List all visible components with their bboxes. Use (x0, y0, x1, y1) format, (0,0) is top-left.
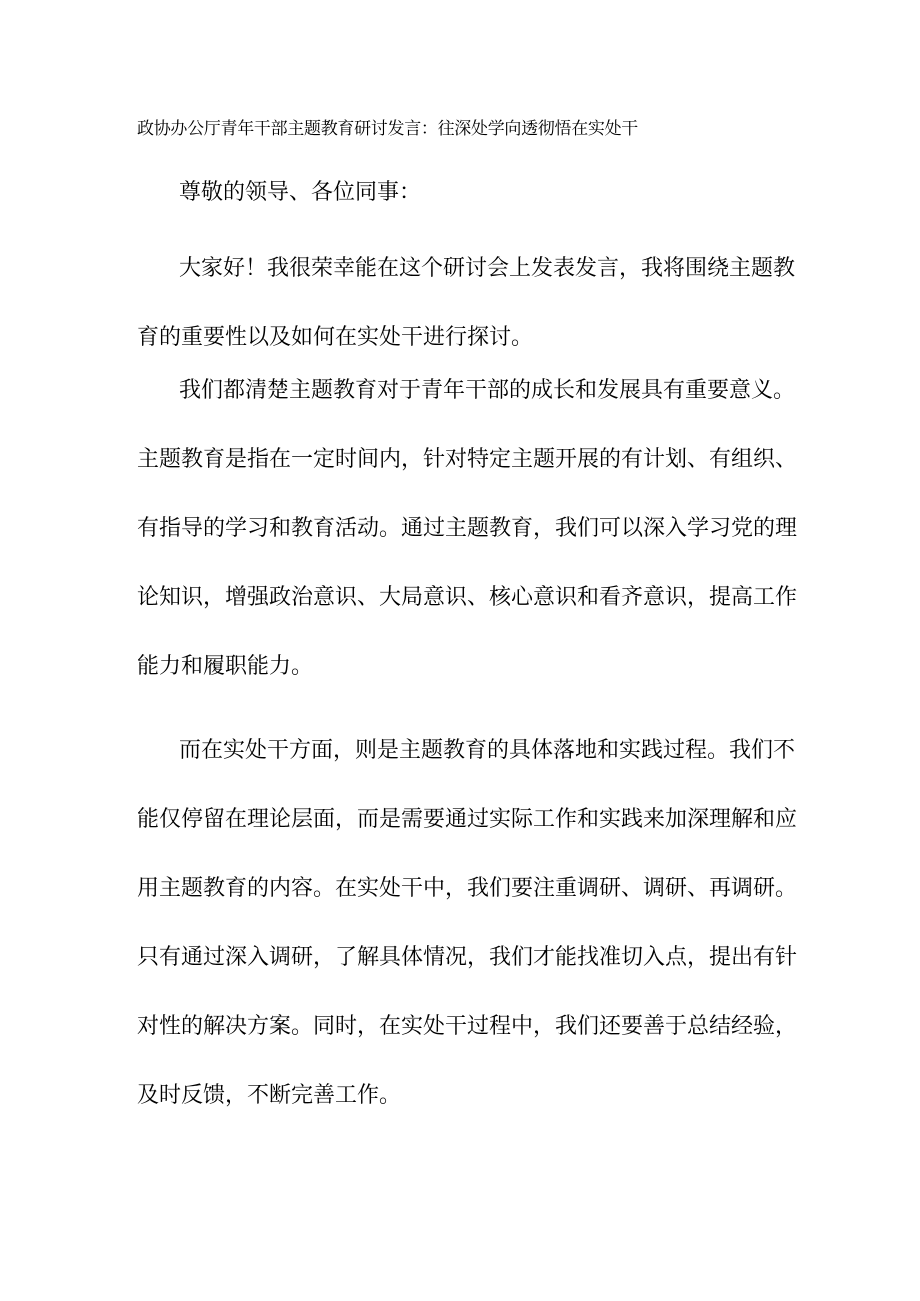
paragraph-line: 而在实处干方面，则是主题教育的具体落地和实践过程。我们不 (179, 738, 796, 763)
paragraph-2 (137, 356, 797, 701)
greeting-line: 尊敬的领导、各位同事： (179, 180, 422, 205)
paragraph-line: 只有通过深入调研，了解具体情况，我们才能找准切入点，提出有针 (137, 945, 798, 970)
paragraph-line: 大家好！我很荣幸能在这个研讨会上发表发言，我将围绕主题教 (179, 256, 796, 281)
paragraph-3 (137, 716, 797, 1130)
paragraph-line: 用主题教育的内容。在实处干中，我们要注重调研、调研、再调研。 (137, 876, 798, 901)
paragraph-line: 对性的解决方案。同时，在实处干过程中，我们还要善于总结经验， (137, 1014, 798, 1039)
paragraph-line: 能仅停留在理论层面，而是需要通过实际工作和实践来加深理解和应 (137, 807, 798, 832)
paragraph-line: 主题教育是指在一定时间内，针对特定主题开展的有计划、有组织、 (137, 447, 798, 472)
paragraph-line: 有指导的学习和教育活动。通过主题教育，我们可以深入学习党的理 (137, 516, 798, 541)
paragraph-line: 及时反馈，不断完善工作。 (137, 1083, 402, 1108)
paragraph-line: 育的重要性以及如何在实处干进行探讨。 (137, 325, 534, 350)
paragraph-line: 论知识，增强政治意识、大局意识、核心意识和看齐意识，提高工作 (137, 585, 798, 610)
greeting (137, 158, 797, 227)
paragraph-line: 我们都清楚主题教育对于青年干部的成长和发展具有重要意义。 (179, 378, 796, 403)
paragraph-1 (137, 234, 797, 372)
document-title: 政协办公厅青年干部主题教育研讨发言：往深处学向透彻悟在实处干 (137, 119, 638, 139)
paragraph-line: 能力和履职能力。 (137, 654, 314, 679)
